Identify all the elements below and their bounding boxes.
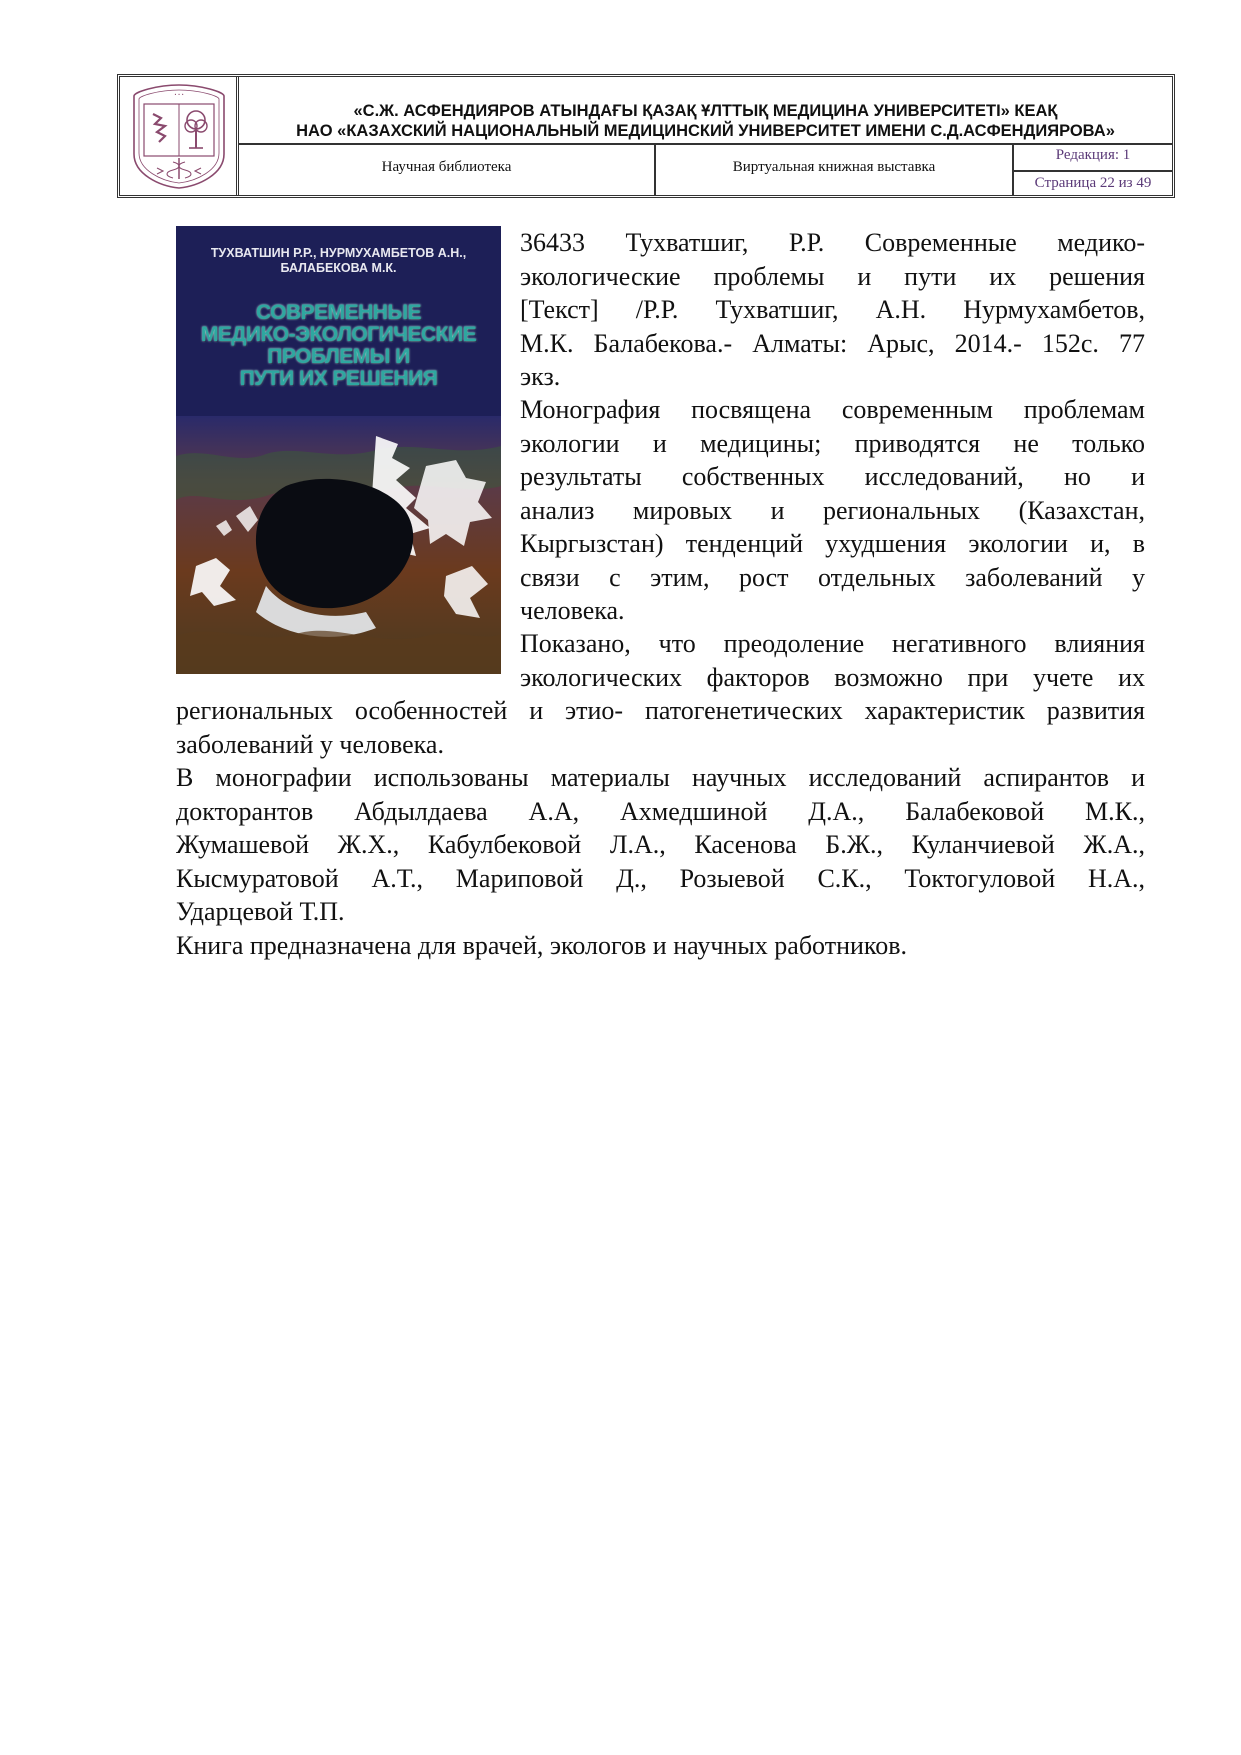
abstract-line: Кыргызстан) тенденций ухудшения экологии и, в (520, 529, 1145, 558)
logo-cell (120, 77, 239, 195)
materials-line: Жумашевой Ж.Х., Кабулбековой Л.А., Касенова Б.Ж., Куланчиевой Ж.А., (176, 830, 1145, 859)
findings-line: экологических факторов возможно при учете их (520, 662, 1145, 692)
abstract-line: связи с этим, рост отдельных заболеваний у (520, 562, 1145, 592)
cover-authors-line: ТУХВАТШИН Р.Р., НУРМУХАМБЕТОВ А.Н., (210, 246, 467, 260)
bib-line: М.К. Балабекова.- Алматы: Арыс, 2014.- 152с. 77 (520, 328, 1145, 358)
cover-authors-line: БАЛАБЕКОВА М.К. (280, 261, 397, 275)
abstract-line: Монография посвящена современным проблемам (520, 395, 1145, 424)
cover-title-line: ПУТИ ИХ РЕШЕНИЯ (239, 367, 438, 390)
materials-line: докторантов Абдылдаева А.А, Ахмедшиной Д.А., Балабековой М.К., (176, 796, 1145, 826)
findings-line: региональных особенностей и этио- патогенетических характеристик развития (176, 696, 1145, 725)
book-cover (176, 226, 501, 674)
cover-title-line: СОВРЕМЕННЫЕ (255, 301, 422, 324)
library-label: Научная библиотека (239, 145, 656, 195)
bib-line: экз. (520, 362, 561, 391)
header-title-kz: «С.Ж. АСФЕНДИЯРОВ АТЫНДАҒЫ ҚАЗАҚ ҰЛТТЫҚ МЕДИЦИНА УНИВЕРСИТЕТІ» КЕАҚ (353, 102, 1058, 120)
svg-text:• • •: • • • (174, 92, 184, 97)
edition-label: Редакция: 1 (1014, 145, 1172, 172)
bib-line: экологические проблемы и пути их решения (520, 261, 1145, 291)
abstract (520, 393, 1145, 628)
university-seal-icon (129, 82, 229, 190)
document-header (117, 74, 1175, 198)
cover-title (180, 302, 497, 390)
cover-title-line: МЕДИКО-ЭКОЛОГИЧЕСКИЕ (200, 323, 477, 346)
materials-line: Кысмуратовой А.Т., Мариповой Д., Розыевой С.К., Токтогуловой Н.А., (176, 863, 1145, 893)
findings-line: Показано, что преодоление негативного влияния (520, 629, 1145, 658)
audience-line: Книга предназначена для врачей, экологов и научных работников. (176, 930, 907, 960)
findings-intro (520, 627, 1145, 694)
cover-authors (176, 246, 501, 276)
materials-line: Ударцевой Т.П. (176, 897, 345, 926)
header-title (239, 77, 1172, 143)
header-info-row (239, 143, 1172, 195)
abstract-line: анализ мировых и региональных (Казахстан, (520, 495, 1145, 525)
cover-title-line: ПРОБЛЕМЫ И (267, 345, 410, 368)
bib-line: [Текст] /Р.Р. Тухватшиг, А.Н. Нурмухамбетов, (520, 295, 1145, 324)
abstract-line: экологии и медицины; приводятся не только (520, 428, 1145, 458)
materials-line: В монографии использованы материалы научных исследований аспирантов и (176, 763, 1145, 792)
cover-satellite-image (176, 416, 501, 674)
abstract-line: результаты собственных исследований, но и (520, 462, 1145, 491)
bibliographic-record (520, 226, 1145, 394)
page-number: Страница 22 из 49 (1034, 175, 1152, 191)
findings-line: заболеваний у человека. (176, 729, 444, 759)
header-title-ru: НАО «КАЗАХСКИЙ НАЦИОНАЛЬНЫЙ МЕДИЦИНСКИЙ УНИВЕРСИТЕТ ИМЕНИ С.Д.АСФЕНДИЯРОВА» (296, 122, 1115, 140)
findings-continued (176, 694, 1145, 962)
bib-line: 36433 Тухватшиг, Р.Р. Современные медико- (520, 228, 1145, 257)
abstract-line: человека. (520, 596, 625, 625)
exhibition-label: Виртуальная книжная выставка (656, 145, 1014, 195)
doc-meta (1014, 145, 1172, 195)
